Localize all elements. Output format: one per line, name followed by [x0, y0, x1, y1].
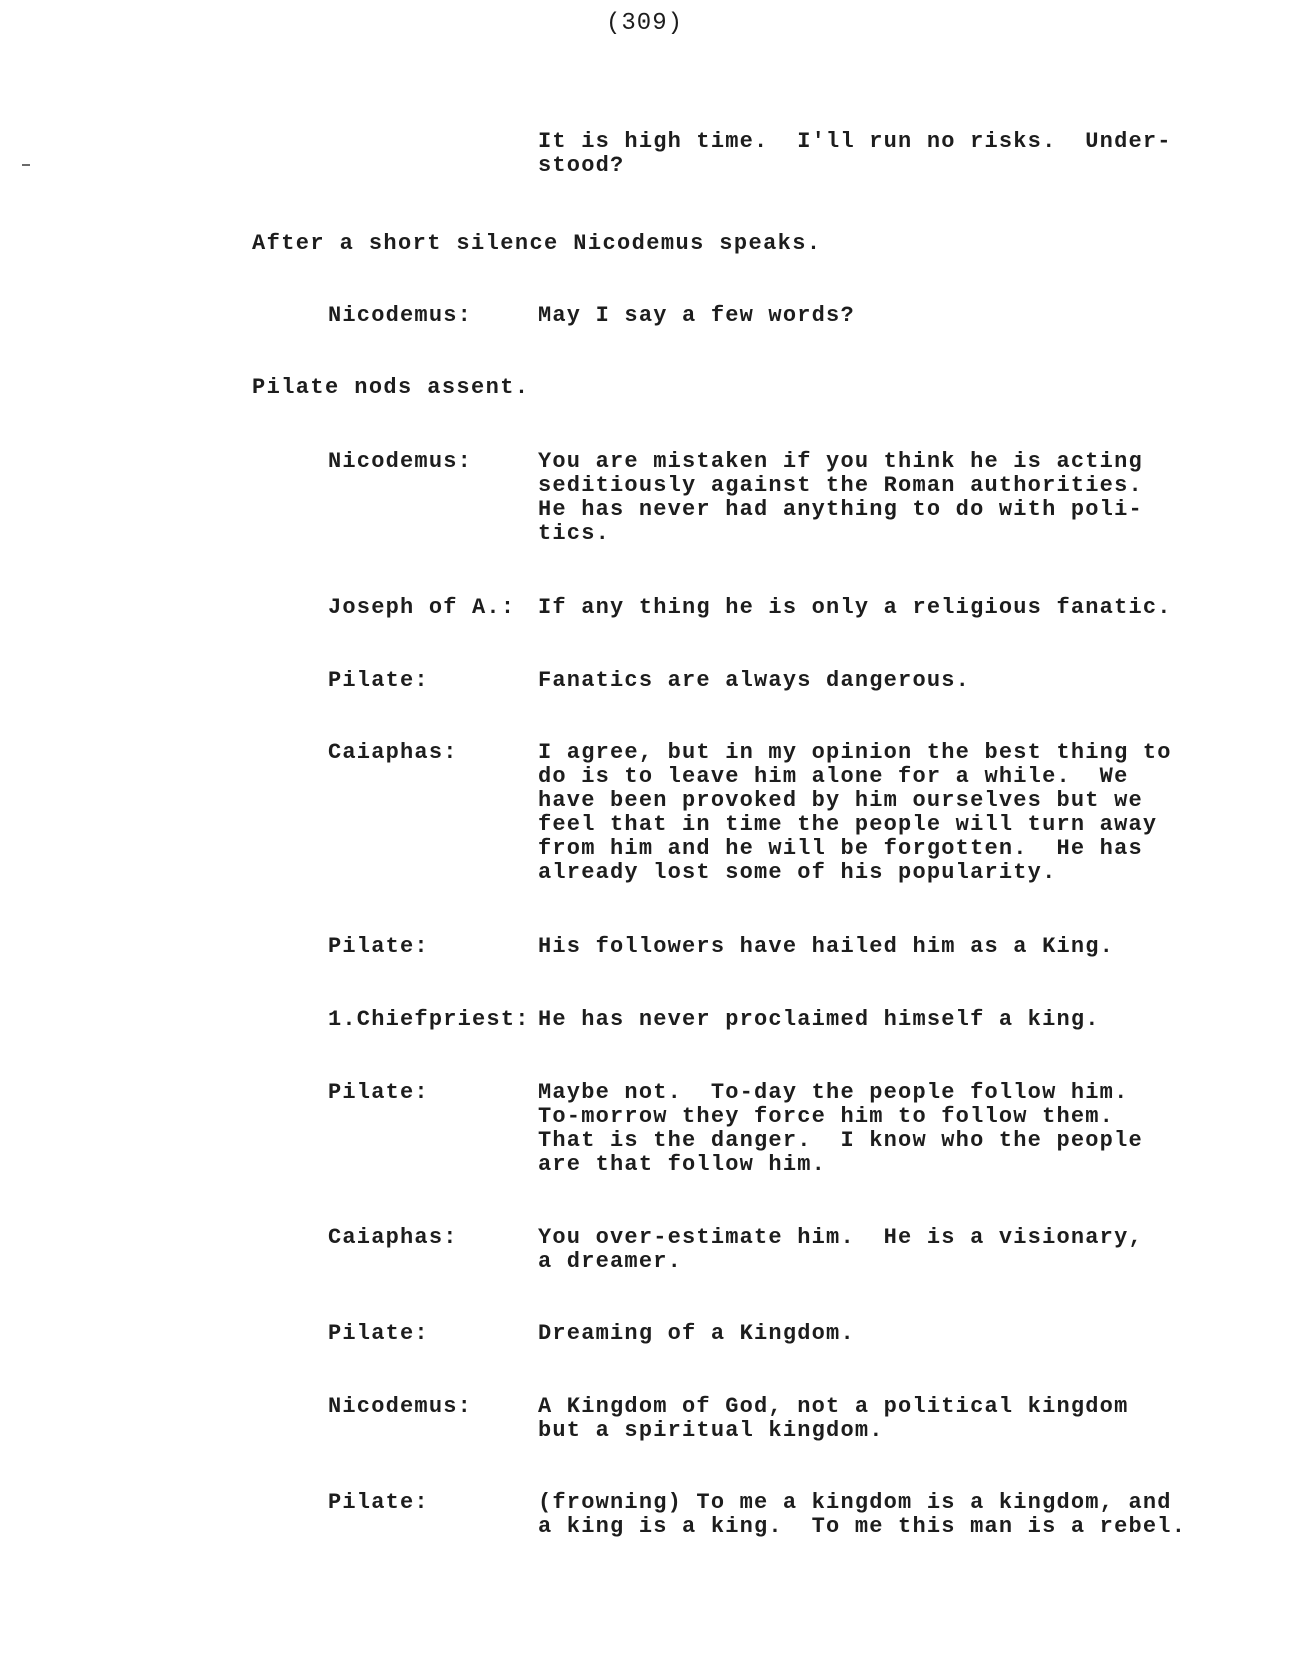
speaker-name: Caiaphas:	[328, 740, 458, 765]
page-number: (309)	[605, 10, 683, 37]
speaker-name: Nicodemus:	[328, 449, 473, 474]
dialogue-line: He has never proclaimed himself a king.	[538, 1007, 1100, 1032]
speaker-name: Joseph of A.:	[328, 595, 516, 620]
speaker-name: Pilate:	[328, 1490, 429, 1515]
continued-dialogue-line: It is high time. I'll run no risks. Under- stood?	[538, 129, 1172, 178]
stage-direction: After a short silence Nicodemus speaks.	[252, 231, 822, 256]
dialogue-line: May I say a few words?	[538, 303, 855, 328]
stage-direction: Pilate nods assent.	[252, 375, 530, 400]
dialogue-line: Maybe not. To-day the people follow him. To-morrow they force him to follow them. That is the danger. I know who the people are that follow him.	[538, 1080, 1143, 1177]
dialogue-line: A Kingdom of God, not a political kingdom but a spiritual kingdom.	[538, 1394, 1129, 1443]
speaker-name: Pilate:	[328, 934, 429, 959]
dialogue-line: If any thing he is only a religious fanatic.	[538, 595, 1172, 620]
speaker-name: 1.Chiefpriest:	[328, 1007, 530, 1032]
speaker-name: Nicodemus:	[328, 303, 473, 328]
speaker-name: Pilate:	[328, 668, 429, 693]
dialogue-line: Dreaming of a Kingdom.	[538, 1321, 855, 1346]
dialogue-line: You are mistaken if you think he is acting seditiously against the Roman authorities. He has never had anything to do with poli- tics.	[538, 449, 1143, 546]
speaker-name: Caiaphas:	[328, 1225, 458, 1250]
speaker-name: Nicodemus:	[328, 1394, 473, 1419]
dialogue-line: Fanatics are always dangerous.	[538, 668, 971, 693]
speaker-name: Pilate:	[328, 1080, 429, 1105]
dialogue-line: I agree, but in my opinion the best thing to do is to leave him alone for a while. We have been provoked by him ourselves but we feel that in time the people will turn away from him and he will be forgotten. He has already lost some of his popularity.	[538, 740, 1172, 885]
margin-mark	[22, 164, 30, 166]
dialogue-line: You over-estimate him. He is a visionary, a dreamer.	[538, 1225, 1143, 1274]
dialogue-line: (frowning) To me a kingdom is a kingdom, and a king is a king. To me this man is a rebel.	[538, 1490, 1187, 1539]
dialogue-line: His followers have hailed him as a King.	[538, 934, 1115, 959]
speaker-name: Pilate:	[328, 1321, 429, 1346]
